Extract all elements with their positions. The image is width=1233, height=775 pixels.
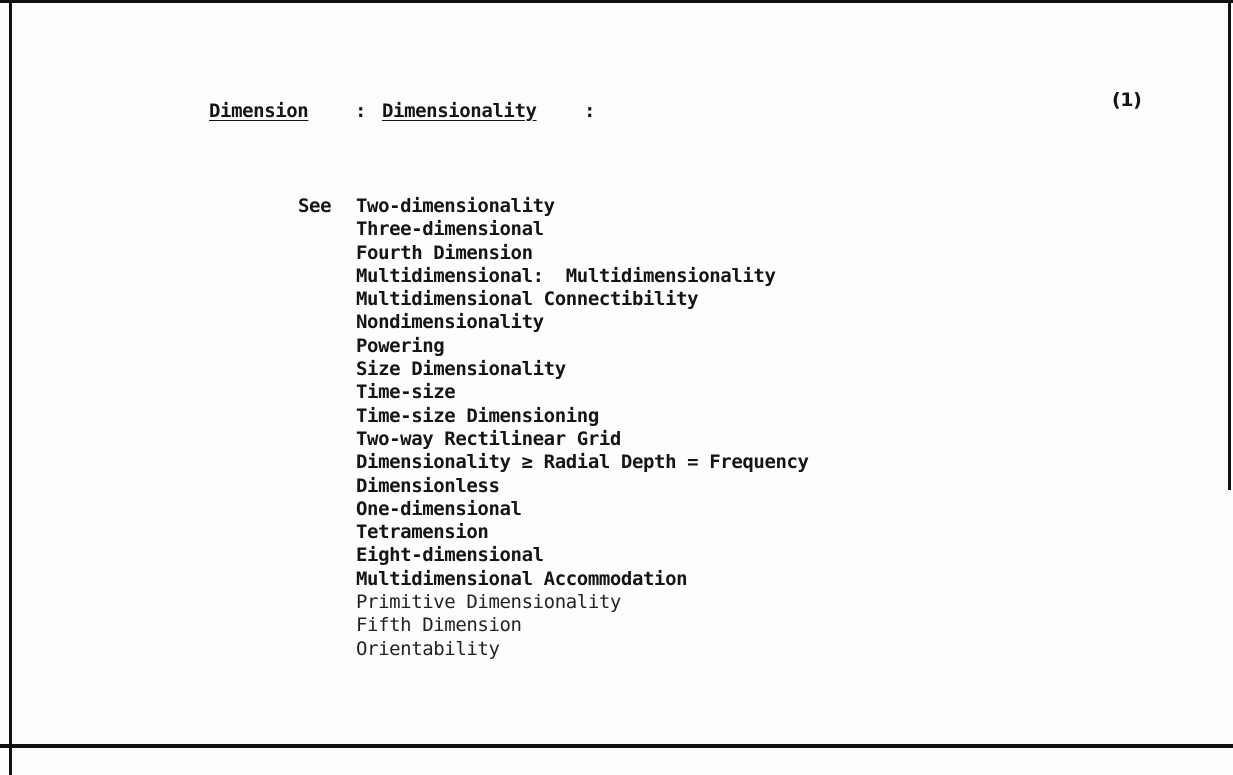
cross-reference-list (356, 195, 809, 661)
page-number: (1) (1112, 89, 1142, 111)
list-item: Two-dimensionality (356, 195, 555, 217)
list-item: Orientability (356, 637, 500, 660)
heading-term: Dimension (209, 100, 309, 122)
list-item: Multidimensional: Multidimensionality (356, 264, 776, 287)
list-item: Time-size Dimensioning (356, 404, 599, 427)
list-item: Powering (356, 334, 445, 357)
list-item: Multidimensional Connectibility (356, 288, 699, 311)
list-item: Multidimensional Accommodation (356, 567, 688, 590)
list-item: Time-size (356, 381, 456, 404)
list-item: Size Dimensionality (356, 358, 566, 381)
list-item: Three-dimensional (356, 218, 544, 241)
list-item: Tetramension (356, 521, 489, 544)
list-item: Primitive Dimensionality (356, 591, 621, 614)
list-item: Dimensionality ≥ Radial Depth = Frequency (356, 451, 809, 474)
see-label: See (298, 195, 332, 217)
card-top-border (0, 0, 1233, 3)
heading-colon: : (584, 100, 596, 122)
card-left-border (9, 0, 12, 775)
card-bottom-border (0, 744, 1233, 748)
heading-separator: : (355, 100, 367, 122)
list-item: Dimensionless (356, 474, 500, 497)
heading-related-term: Dimensionality (382, 100, 537, 122)
list-item: Eight-dimensional (356, 544, 544, 567)
list-item: Fifth Dimension (356, 614, 522, 637)
list-item: Two-way Rectilinear Grid (356, 427, 621, 450)
list-item: Nondimensionality (356, 311, 544, 334)
list-item: Fourth Dimension (356, 241, 533, 264)
card-right-border (1228, 0, 1231, 490)
list-item: One-dimensional (356, 497, 522, 520)
